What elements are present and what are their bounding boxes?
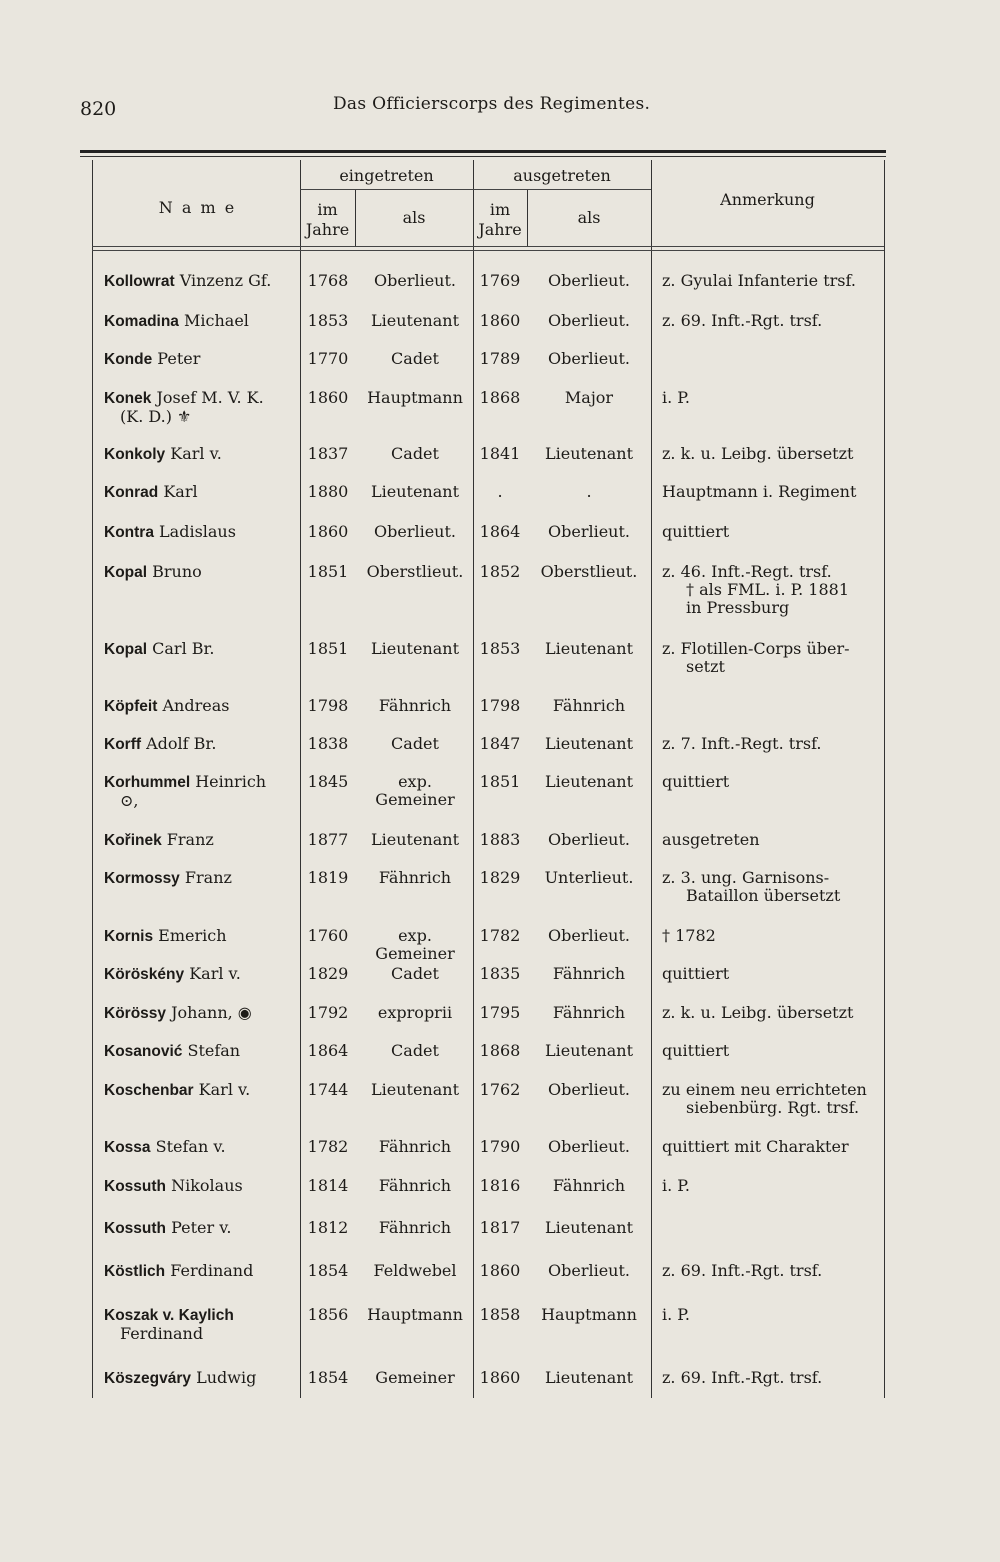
table-row xyxy=(0,312,1000,352)
header-jahre: Jahre xyxy=(305,220,350,239)
exit-rank: Unterlieut. xyxy=(544,868,634,887)
officer-given-name: Emerich xyxy=(153,926,227,945)
table-row xyxy=(0,735,1000,775)
entry-rank: Cadet xyxy=(391,349,439,368)
officer-given-name: Peter v. xyxy=(166,1218,232,1237)
entry-year: 1812 xyxy=(307,1218,349,1237)
entry-year: 1860 xyxy=(307,522,349,541)
top-rule-thick xyxy=(80,150,886,153)
entry-rank: Fähnrich xyxy=(378,696,452,715)
exit-rank: Fähnrich xyxy=(552,1003,626,1022)
officer-given-name: Michael xyxy=(178,311,249,330)
remark-line: z. 69. Inft.-Rgt. trsf. xyxy=(662,1368,823,1387)
exit-year: 1858 xyxy=(479,1305,521,1324)
remark-line: z. k. u. Leibg. übersetzt xyxy=(662,1003,854,1022)
header-im: im xyxy=(317,200,338,219)
header-im: im xyxy=(489,200,511,219)
entry-year: 1845 xyxy=(307,772,349,791)
remark-line: in Pressburg xyxy=(686,598,790,617)
officer-given-name: Karl v. xyxy=(184,964,241,983)
remark xyxy=(662,445,884,463)
officer-name xyxy=(104,773,300,810)
remark xyxy=(662,483,884,501)
table-row xyxy=(0,1081,1000,1121)
table-row xyxy=(0,483,1000,523)
remark xyxy=(662,312,884,330)
officer-name-continued: Ferdinand xyxy=(120,1324,204,1343)
remark-line: z. 46. Inft.-Regt. trsf. xyxy=(662,562,832,581)
exit-year: 1847 xyxy=(479,734,521,753)
entry-rank: Lieutenant xyxy=(371,1080,459,1099)
officer-given-name: Karl xyxy=(158,482,198,501)
table-row xyxy=(0,1042,1000,1082)
table-row xyxy=(0,697,1000,737)
remark xyxy=(662,1177,884,1195)
entry-year: 1853 xyxy=(307,311,349,330)
officer-given-name: Franz xyxy=(179,868,232,887)
table-row xyxy=(0,389,1000,429)
officer-name xyxy=(104,1219,300,1238)
officer-name xyxy=(104,965,300,984)
table-row xyxy=(0,1138,1000,1178)
officer-given-name: Peter xyxy=(152,349,201,368)
officer-surname: Köpfeit xyxy=(104,698,158,715)
officer-surname: Komadina xyxy=(104,313,179,330)
officer-name xyxy=(104,350,300,369)
remark-line: setzt xyxy=(686,657,725,676)
entry-rank: Gemeiner xyxy=(375,1368,455,1387)
column-header-exit-rank: als xyxy=(577,208,601,227)
exit-year: 1868 xyxy=(479,388,521,407)
exit-rank: Lieutenant xyxy=(545,1041,633,1060)
remark xyxy=(662,831,884,849)
officer-name xyxy=(104,563,300,582)
officer-name xyxy=(104,735,300,754)
officer-name xyxy=(104,1081,300,1100)
remark-line: z. 7. Inft.-Regt. trsf. xyxy=(662,734,822,753)
officer-surname: Kořinek xyxy=(104,832,162,849)
entry-year: 1851 xyxy=(307,562,349,581)
exit-year: 1868 xyxy=(479,1041,521,1060)
officer-surname: Konrad xyxy=(104,484,159,501)
entry-year: 1768 xyxy=(307,271,349,290)
entry-rank: Hauptmann xyxy=(367,388,463,407)
entry-rank: Fähnrich xyxy=(378,1176,452,1195)
officer-surname: Kossa xyxy=(104,1139,151,1156)
entry-rank: exp. Gemeiner xyxy=(375,772,455,809)
entry-rank: Cadet xyxy=(391,734,439,753)
table-row xyxy=(0,350,1000,390)
entry-year: 1782 xyxy=(307,1137,349,1156)
remark-line: quittiert xyxy=(662,964,730,983)
remark xyxy=(662,927,884,945)
exit-year: 1795 xyxy=(479,1003,521,1022)
column-header-name: N a m e xyxy=(158,198,237,217)
officer-name xyxy=(104,1262,300,1281)
remark-line: quittiert mit Charakter xyxy=(662,1137,849,1156)
column-header-entered: eingetreten xyxy=(339,166,434,185)
header-rule xyxy=(92,250,884,251)
remark xyxy=(662,523,884,541)
officer-surname: Kontra xyxy=(104,524,154,541)
table-row xyxy=(0,1219,1000,1259)
table-row xyxy=(0,562,1000,617)
officer-surname: Kornis xyxy=(104,928,154,945)
table-row xyxy=(0,773,1000,813)
officer-name xyxy=(104,869,300,888)
exit-rank: Oberlieut. xyxy=(548,1080,630,1099)
entry-year: 1856 xyxy=(307,1305,349,1324)
exit-year: 1762 xyxy=(479,1080,521,1099)
exit-year: . xyxy=(497,482,503,501)
officer-surname: Körössy xyxy=(104,1005,167,1022)
entry-rank: Fähnrich xyxy=(378,1137,452,1156)
entry-year: 1760 xyxy=(307,926,349,945)
exit-rank: Oberlieut. xyxy=(548,271,630,290)
remark xyxy=(662,640,884,676)
officer-given-name: Franz xyxy=(161,830,214,849)
remark xyxy=(662,869,884,905)
remark xyxy=(662,1042,884,1060)
exit-rank: . xyxy=(586,482,592,501)
column-header-entry-rank: als xyxy=(402,208,426,227)
table-row xyxy=(0,1369,1000,1409)
remark-line: zu einem neu errichteten xyxy=(662,1080,867,1099)
table-row xyxy=(0,523,1000,563)
remark-line: quittiert xyxy=(662,772,730,791)
exit-year: 1790 xyxy=(479,1137,521,1156)
exit-year: 1860 xyxy=(479,311,521,330)
remark xyxy=(662,735,884,753)
officer-surname: Köstlich xyxy=(104,1263,166,1280)
entry-rank: Cadet xyxy=(391,964,439,983)
officer-given-name: Ludwig xyxy=(191,1368,257,1387)
officer-name xyxy=(104,1138,300,1157)
exit-rank: Lieutenant xyxy=(545,772,633,791)
column-header-remarks: Anmerkung xyxy=(720,190,815,209)
officer-name xyxy=(104,483,300,502)
entry-rank: Feldwebel xyxy=(373,1261,457,1280)
exit-rank: Lieutenant xyxy=(545,444,633,463)
entry-rank: Oberstlieut. xyxy=(366,562,464,581)
officer-given-name: Andreas xyxy=(157,696,230,715)
exit-year: 1769 xyxy=(479,271,521,290)
remark xyxy=(662,1306,884,1324)
officer-name xyxy=(104,1369,300,1388)
entry-year: 1792 xyxy=(307,1003,349,1022)
remark-line: z. 69. Inft.-Rgt. trsf. xyxy=(662,311,823,330)
remark-line: z. 3. ung. Garnisons- xyxy=(662,868,830,887)
remark-line: z. Flotillen-Corps über- xyxy=(662,639,850,658)
exit-rank: Oberlieut. xyxy=(548,1137,630,1156)
officer-name xyxy=(104,697,300,716)
remark-line: z. Gyulai Infanterie trsf. xyxy=(662,271,856,290)
entry-year: 1829 xyxy=(307,964,349,983)
officer-surname: Kopal xyxy=(104,641,148,658)
column-header-left: ausgetreten xyxy=(513,166,611,185)
subheader-rule xyxy=(300,189,651,190)
exit-year: 1798 xyxy=(479,696,521,715)
entry-rank: Hauptmann xyxy=(367,1305,463,1324)
officer-name xyxy=(104,1004,300,1023)
officer-surname: Konde xyxy=(104,351,153,368)
exit-year: 1782 xyxy=(479,926,521,945)
entry-rank: exproprii xyxy=(377,1003,453,1022)
remark xyxy=(662,389,884,407)
officer-surname: Korff xyxy=(104,736,142,753)
table-row xyxy=(0,445,1000,485)
entry-year: 1798 xyxy=(307,696,349,715)
page-number: 820 xyxy=(80,98,117,120)
exit-rank: Lieutenant xyxy=(545,639,633,658)
officer-given-name: Stefan xyxy=(182,1041,241,1060)
exit-rank: Major xyxy=(564,388,614,407)
officer-given-name: Bruno xyxy=(147,562,202,581)
remark-line: siebenbürg. Rgt. trsf. xyxy=(686,1098,860,1117)
officer-surname: Koszak v. Kaylich xyxy=(104,1307,234,1324)
exit-rank: Oberlieut. xyxy=(548,830,630,849)
entry-rank: Lieutenant xyxy=(371,830,459,849)
officer-surname: Konek xyxy=(104,390,152,407)
remark-line: i. P. xyxy=(662,1305,690,1324)
exit-year: 1883 xyxy=(479,830,521,849)
table-row xyxy=(0,1004,1000,1044)
officer-name xyxy=(104,389,300,426)
entry-rank: exp. Gemeiner xyxy=(375,926,455,963)
officer-given-name: Heinrich xyxy=(190,772,267,791)
entry-year: 1880 xyxy=(307,482,349,501)
exit-rank: Oberlieut. xyxy=(548,1261,630,1280)
exit-rank: Lieutenant xyxy=(545,1218,633,1237)
table-row xyxy=(0,1262,1000,1302)
officer-surname: Kopal xyxy=(104,564,148,581)
entry-rank: Lieutenant xyxy=(371,639,459,658)
officer-name xyxy=(104,1177,300,1196)
entry-year: 1854 xyxy=(307,1261,349,1280)
column-header-exit-year xyxy=(473,200,527,240)
remark xyxy=(662,1081,884,1117)
exit-rank: Fähnrich xyxy=(552,696,626,715)
table-row xyxy=(0,1306,1000,1346)
exit-rank: Oberstlieut. xyxy=(540,562,638,581)
officer-name-continued: ⊙, xyxy=(120,791,139,810)
table-row xyxy=(0,272,1000,312)
entry-rank: Lieutenant xyxy=(371,311,459,330)
officer-surname: Kollowrat xyxy=(104,273,175,290)
officer-surname: Köszegváry xyxy=(104,1370,192,1387)
exit-rank: Oberlieut. xyxy=(548,926,630,945)
entry-rank: Cadet xyxy=(391,444,439,463)
entry-year: 1819 xyxy=(307,868,349,887)
exit-rank: Oberlieut. xyxy=(548,311,630,330)
entry-year: 1860 xyxy=(307,388,349,407)
officer-name xyxy=(104,272,300,291)
exit-rank: Fähnrich xyxy=(552,964,626,983)
exit-rank: Lieutenant xyxy=(545,1368,633,1387)
officer-name xyxy=(104,1306,300,1343)
exit-year: 1851 xyxy=(479,772,521,791)
entry-year: 1770 xyxy=(307,349,349,368)
exit-rank: Oberlieut. xyxy=(548,349,630,368)
officer-name xyxy=(104,927,300,946)
column-header-entry-year xyxy=(300,200,355,240)
officer-given-name: Carl Br. xyxy=(147,639,215,658)
exit-year: 1860 xyxy=(479,1261,521,1280)
officer-given-name: Nikolaus xyxy=(166,1176,243,1195)
officer-given-name: Karl v. xyxy=(165,444,222,463)
exit-year: 1852 xyxy=(479,562,521,581)
remark xyxy=(662,965,884,983)
entry-rank: Lieutenant xyxy=(371,482,459,501)
entry-rank: Cadet xyxy=(391,1041,439,1060)
exit-year: 1829 xyxy=(479,868,521,887)
header-rule xyxy=(92,246,884,247)
table-row xyxy=(0,1177,1000,1217)
remark-line: Hauptmann i. Regiment xyxy=(662,482,857,501)
exit-year: 1816 xyxy=(479,1176,521,1195)
remark-line: † als FML. i. P. 1881 xyxy=(686,580,850,599)
entry-year: 1744 xyxy=(307,1080,349,1099)
exit-rank: Lieutenant xyxy=(545,734,633,753)
entry-rank: Fähnrich xyxy=(378,868,452,887)
table-row xyxy=(0,927,1000,967)
remark xyxy=(662,272,884,290)
entry-year: 1837 xyxy=(307,444,349,463)
remark-line: z. k. u. Leibg. übersetzt xyxy=(662,444,854,463)
exit-year: 1817 xyxy=(479,1218,521,1237)
officer-name xyxy=(104,312,300,331)
officer-surname: Kossuth xyxy=(104,1220,166,1237)
officer-given-name: Josef M. V. K. xyxy=(151,388,264,407)
table-row xyxy=(0,831,1000,871)
entry-rank: Oberlieut. xyxy=(374,522,456,541)
officer-given-name: Karl v. xyxy=(193,1080,251,1099)
officer-name xyxy=(104,640,300,659)
officer-name xyxy=(104,1042,300,1061)
exit-rank: Oberlieut. xyxy=(548,522,630,541)
entry-year: 1814 xyxy=(307,1176,349,1195)
entry-rank: Fähnrich xyxy=(378,1218,452,1237)
entry-year: 1838 xyxy=(307,734,349,753)
remark xyxy=(662,773,884,791)
remark xyxy=(662,563,884,617)
officer-surname: Konkoly xyxy=(104,446,166,463)
entry-year: 1877 xyxy=(307,830,349,849)
officer-surname: Köröskény xyxy=(104,966,185,983)
officer-given-name: Ferdinand xyxy=(165,1261,254,1280)
top-rule-thin xyxy=(80,156,886,157)
exit-rank: Fähnrich xyxy=(552,1176,626,1195)
remark-line: i. P. xyxy=(662,1176,690,1195)
remark-line: i. P. xyxy=(662,388,690,407)
table-row xyxy=(0,965,1000,1005)
remark-line: Bataillon übersetzt xyxy=(686,886,841,905)
officer-given-name: Adolf Br. xyxy=(141,734,217,753)
officer-name-continued: (K. D.) ⚜ xyxy=(120,407,192,426)
exit-year: 1853 xyxy=(479,639,521,658)
remark-line: quittiert xyxy=(662,522,730,541)
remark xyxy=(662,1004,884,1022)
officer-given-name: Vinzenz Gf. xyxy=(174,271,272,290)
table-row xyxy=(0,640,1000,680)
exit-year: 1864 xyxy=(479,522,521,541)
entry-rank: Oberlieut. xyxy=(374,271,456,290)
exit-year: 1835 xyxy=(479,964,521,983)
remark-line: quittiert xyxy=(662,1041,730,1060)
officer-surname: Kosanović xyxy=(104,1043,183,1060)
officer-given-name: Johann, ◉ xyxy=(166,1003,252,1022)
exit-year: 1789 xyxy=(479,349,521,368)
officer-name xyxy=(104,445,300,464)
officer-surname: Kossuth xyxy=(104,1178,166,1195)
officer-surname: Kormossy xyxy=(104,870,180,887)
remark-line: ausgetreten xyxy=(662,830,760,849)
exit-year: 1841 xyxy=(479,444,521,463)
exit-year: 1860 xyxy=(479,1368,521,1387)
officer-name xyxy=(104,523,300,542)
table-row xyxy=(0,869,1000,909)
entry-year: 1851 xyxy=(307,639,349,658)
running-title: Das Officierscorps des Regimentes. xyxy=(333,94,651,114)
entry-year: 1854 xyxy=(307,1368,349,1387)
header-jahre: Jahre xyxy=(478,220,522,239)
officer-surname: Koschenbar xyxy=(104,1082,194,1099)
entry-year: 1864 xyxy=(307,1041,349,1060)
remark-line: z. 69. Inft.-Rgt. trsf. xyxy=(662,1261,823,1280)
officer-given-name: Ladislaus xyxy=(153,522,236,541)
exit-rank: Hauptmann xyxy=(541,1305,637,1324)
officer-name xyxy=(104,831,300,850)
officer-surname: Korhummel xyxy=(104,774,191,791)
remark xyxy=(662,1369,884,1387)
remark xyxy=(662,1138,884,1156)
remark-line: † 1782 xyxy=(662,926,716,945)
remark xyxy=(662,1262,884,1280)
officer-given-name: Stefan v. xyxy=(150,1137,226,1156)
